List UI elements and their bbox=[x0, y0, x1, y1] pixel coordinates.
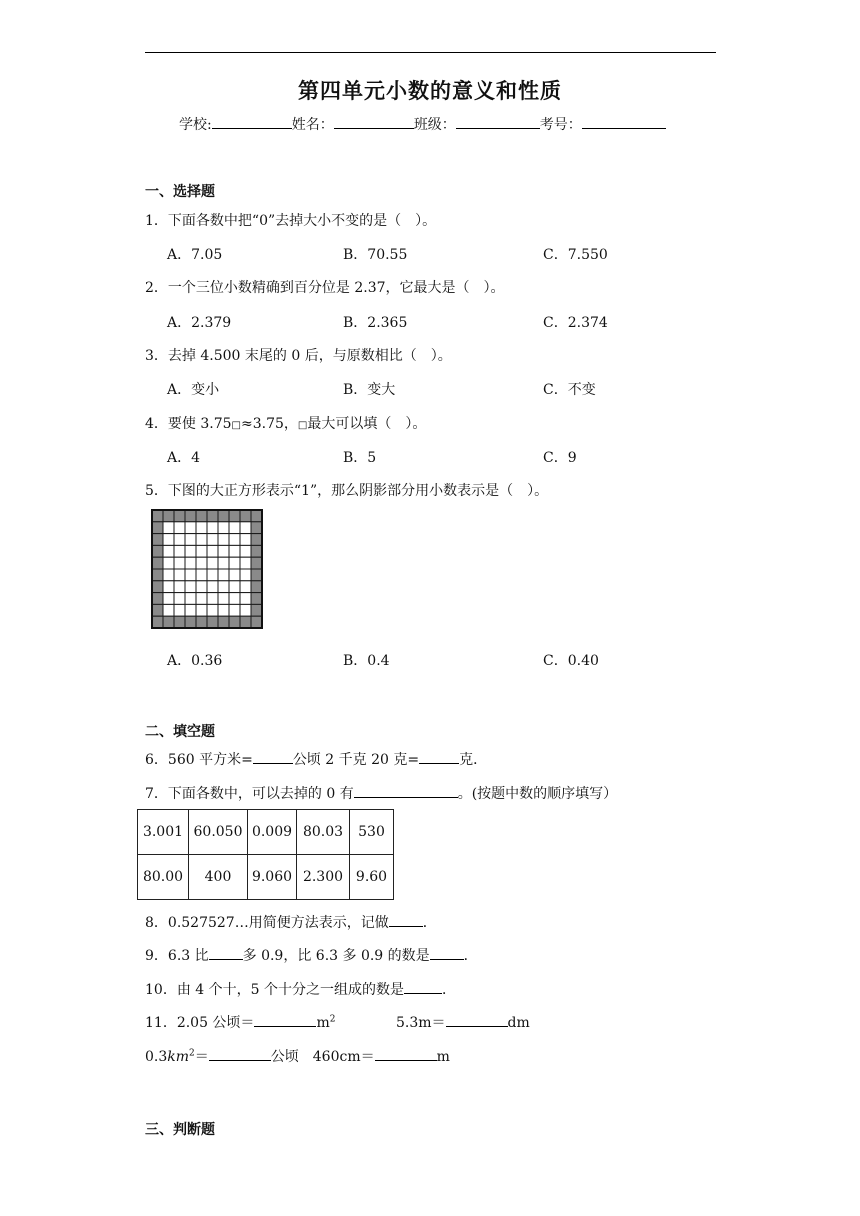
table-cell: 530 bbox=[350, 810, 394, 855]
shaded-cell bbox=[152, 534, 163, 546]
shaded-cell bbox=[196, 510, 207, 522]
grid-cell bbox=[229, 522, 240, 534]
section-fill-heading: 二、填空题 bbox=[145, 724, 215, 740]
grid-cell bbox=[196, 604, 207, 616]
grid-cell bbox=[218, 569, 229, 581]
grid-cell bbox=[229, 545, 240, 557]
table-row bbox=[138, 810, 394, 855]
question-11-km-unit: km bbox=[167, 1049, 190, 1065]
question-3-option-b[interactable]: B．变大 bbox=[343, 382, 396, 398]
shaded-cell bbox=[152, 569, 163, 581]
shaded-cell bbox=[152, 593, 163, 605]
shaded-cell bbox=[251, 604, 262, 616]
question-11-line-2 bbox=[145, 1046, 450, 1066]
question-1-option-c[interactable]: C．7.550 bbox=[543, 247, 608, 263]
answer-blank[interactable] bbox=[254, 1014, 316, 1027]
question-5-option-c[interactable]: C．0.40 bbox=[543, 653, 599, 669]
grid-cell bbox=[174, 522, 185, 534]
grid-cell bbox=[163, 522, 174, 534]
grid-cell bbox=[185, 522, 196, 534]
grid-cell bbox=[229, 593, 240, 605]
shaded-cell bbox=[207, 616, 218, 628]
shaded-cell bbox=[152, 545, 163, 557]
question-1-option-a[interactable]: A．7.05 bbox=[167, 247, 223, 263]
grid-cell bbox=[218, 545, 229, 557]
table-cell: 60.050 bbox=[189, 810, 248, 855]
shaded-cell bbox=[163, 510, 174, 522]
school-label: 学校: bbox=[179, 117, 212, 133]
page-title: 第四单元小数的意义和性质 bbox=[298, 78, 562, 103]
shaded-cell bbox=[163, 616, 174, 628]
grid-cell bbox=[240, 522, 251, 534]
grid-cell bbox=[163, 534, 174, 546]
grid-cell bbox=[196, 593, 207, 605]
question-2-option-a[interactable]: A．2.379 bbox=[167, 315, 232, 331]
answer-blank[interactable] bbox=[253, 751, 293, 764]
answer-blank[interactable] bbox=[209, 1048, 271, 1061]
shaded-cell bbox=[196, 616, 207, 628]
grid-cell bbox=[163, 593, 174, 605]
grid-cell bbox=[218, 581, 229, 593]
shaded-cell bbox=[251, 545, 262, 557]
grid-cell bbox=[207, 569, 218, 581]
question-6-part-2: 公顷 2 千克 20 克= bbox=[292, 752, 420, 768]
shaded-cell bbox=[185, 616, 196, 628]
blank-box-icon: □ bbox=[231, 420, 241, 431]
name-blank[interactable] bbox=[334, 116, 414, 129]
question-10-part-1: 10．由 4 个十，5 个十分之一组成的数是 bbox=[145, 982, 404, 998]
question-11-unit-1: m bbox=[316, 1015, 330, 1031]
question-1-option-b[interactable]: B．70.55 bbox=[343, 247, 408, 263]
question-11-unit-2: dm bbox=[507, 1015, 530, 1031]
question-1-stem: 1．下面各数中把“0”去掉大小不变的是（ ）。 bbox=[145, 213, 437, 229]
shaded-cell bbox=[240, 616, 251, 628]
grid-cell bbox=[218, 557, 229, 569]
grid-cell bbox=[207, 581, 218, 593]
question-11-superscript-2: 2 bbox=[189, 1048, 195, 1059]
answer-blank[interactable] bbox=[446, 1014, 508, 1027]
shaded-cell bbox=[218, 616, 229, 628]
shaded-cell bbox=[152, 557, 163, 569]
question-8 bbox=[145, 912, 437, 932]
grid-cell bbox=[185, 593, 196, 605]
grid-cell bbox=[185, 604, 196, 616]
table-cell: 80.03 bbox=[297, 810, 350, 855]
question-4-stem-part-1: 4．要使 3.75 bbox=[145, 416, 232, 432]
grid-cell bbox=[174, 534, 185, 546]
answer-blank[interactable] bbox=[209, 947, 243, 960]
question-6 bbox=[145, 749, 487, 769]
question-11-unit-3: m bbox=[436, 1049, 450, 1065]
grid-cell bbox=[240, 604, 251, 616]
section-choice-heading: 一、选择题 bbox=[145, 184, 215, 200]
table-cell: 80.00 bbox=[138, 855, 189, 900]
number-blank[interactable] bbox=[582, 116, 666, 129]
question-3-option-c[interactable]: C．不变 bbox=[543, 382, 596, 398]
grid-cell bbox=[218, 534, 229, 546]
question-5-option-a[interactable]: A．0.36 bbox=[167, 653, 223, 669]
question-2-option-c[interactable]: C．2.374 bbox=[543, 315, 608, 331]
class-label: 班级： bbox=[413, 117, 456, 133]
question-9-part-2: 多 0.9，比 6.3 多 0.9 的数是 bbox=[242, 948, 430, 964]
section-judge-heading: 三、判断题 bbox=[145, 1122, 215, 1138]
grid-cell bbox=[185, 557, 196, 569]
grid-cell bbox=[196, 545, 207, 557]
shaded-cell bbox=[251, 522, 262, 534]
question-4-option-c[interactable]: C．9 bbox=[543, 450, 577, 466]
table-cell: 9.60 bbox=[350, 855, 394, 900]
shaded-cell bbox=[152, 522, 163, 534]
grid-cell bbox=[174, 581, 185, 593]
grid-cell bbox=[196, 581, 207, 593]
number-label: 考号： bbox=[539, 117, 582, 133]
shaded-cell bbox=[152, 604, 163, 616]
grid-cell bbox=[185, 569, 196, 581]
grid-cell bbox=[207, 604, 218, 616]
grid-cell bbox=[196, 522, 207, 534]
grid-cell bbox=[207, 534, 218, 546]
question-9-part-3: ． bbox=[463, 948, 478, 964]
grid-cell bbox=[229, 569, 240, 581]
answer-blank[interactable] bbox=[354, 785, 458, 798]
grid-cell bbox=[207, 557, 218, 569]
grid-cell bbox=[163, 569, 174, 581]
grid-cell bbox=[207, 545, 218, 557]
shaded-cell bbox=[251, 581, 262, 593]
grid-cell bbox=[174, 545, 185, 557]
answer-blank[interactable] bbox=[419, 751, 459, 764]
grid-cell bbox=[196, 534, 207, 546]
shaded-cell bbox=[251, 593, 262, 605]
grid-cell bbox=[163, 581, 174, 593]
answer-blank[interactable] bbox=[389, 914, 423, 927]
grid-cell bbox=[218, 522, 229, 534]
question-9-part-1: 9．6.3 比 bbox=[145, 948, 209, 964]
question-4-stem bbox=[145, 413, 426, 433]
shaded-cell bbox=[152, 510, 163, 522]
question-6-part-1: 6．560 平方米= bbox=[145, 752, 253, 768]
shaded-cell bbox=[152, 581, 163, 593]
grid-cell bbox=[240, 581, 251, 593]
grid-cell bbox=[229, 581, 240, 593]
question-4-stem-part-3: 最大可以填（ ）。 bbox=[307, 416, 427, 432]
question-7-part-2: 。(按题中数的顺序填写） bbox=[457, 786, 618, 802]
shaded-cell bbox=[251, 557, 262, 569]
student-info-line bbox=[179, 114, 666, 134]
grid-cell bbox=[174, 604, 185, 616]
grid-cell bbox=[229, 604, 240, 616]
grid-cell bbox=[240, 557, 251, 569]
grid-cell bbox=[207, 522, 218, 534]
shaded-cell bbox=[251, 534, 262, 546]
grid-cell bbox=[163, 604, 174, 616]
blank-box-icon: □ bbox=[297, 420, 308, 431]
grid-cell bbox=[185, 545, 196, 557]
shaded-cell bbox=[174, 616, 185, 628]
question-11-superscript-1: 2 bbox=[329, 1014, 336, 1025]
grid-cell bbox=[207, 593, 218, 605]
question-11-part-3: 0.3 bbox=[145, 1049, 168, 1065]
shaded-cell bbox=[207, 510, 218, 522]
grid-cell bbox=[229, 534, 240, 546]
grid-cell bbox=[196, 557, 207, 569]
question-7-part-1: 7．下面各数中，可以去掉的 0 有 bbox=[145, 786, 354, 802]
school-blank[interactable] bbox=[212, 116, 292, 129]
grid-cell bbox=[174, 593, 185, 605]
grid-cell bbox=[185, 581, 196, 593]
grid-cell bbox=[229, 557, 240, 569]
shaded-cell bbox=[229, 510, 240, 522]
question-4-option-b[interactable]: B．5 bbox=[343, 450, 377, 466]
question-10 bbox=[145, 979, 456, 999]
shaded-cell bbox=[185, 510, 196, 522]
numbers-table bbox=[137, 809, 394, 900]
answer-blank[interactable] bbox=[404, 981, 442, 994]
question-11-part-5: 公顷 460cm＝ bbox=[270, 1049, 375, 1065]
shaded-cell bbox=[251, 569, 262, 581]
shaded-cell bbox=[251, 616, 262, 628]
grid-cell bbox=[240, 534, 251, 546]
question-11-part-4: ＝ bbox=[194, 1049, 209, 1065]
answer-blank[interactable] bbox=[430, 947, 464, 960]
question-3-option-a[interactable]: A．变小 bbox=[167, 382, 220, 398]
grid-cell bbox=[163, 545, 174, 557]
question-6-part-3: 克． bbox=[459, 752, 488, 768]
grid-cell bbox=[240, 545, 251, 557]
shaded-cell bbox=[152, 616, 163, 628]
question-8-part-2: ． bbox=[422, 915, 437, 931]
question-10-part-2: ． bbox=[441, 982, 456, 998]
question-8-part-1: 8．0.527527…用简便方法表示，记做 bbox=[145, 915, 389, 931]
grid-cell bbox=[174, 557, 185, 569]
table-row bbox=[138, 855, 394, 900]
shaded-cell bbox=[240, 510, 251, 522]
shaded-cell bbox=[218, 510, 229, 522]
question-11-part-1: 11．2.05 公顷＝ bbox=[145, 1015, 255, 1031]
question-11-line-1b bbox=[396, 1012, 530, 1032]
table-cell: 400 bbox=[189, 855, 248, 900]
table-cell: 9.060 bbox=[248, 855, 297, 900]
table-cell: 2.300 bbox=[297, 855, 350, 900]
question-4-stem-part-2: ≈3.75， bbox=[240, 416, 298, 432]
grid-cell bbox=[218, 593, 229, 605]
shaded-cell bbox=[229, 616, 240, 628]
grid-cell bbox=[163, 557, 174, 569]
answer-blank[interactable] bbox=[375, 1048, 437, 1061]
table-cell: 0.009 bbox=[248, 810, 297, 855]
question-11-line-1 bbox=[145, 1012, 335, 1032]
question-2-option-b[interactable]: B．2.365 bbox=[343, 315, 408, 331]
question-11-part-2: 5.3m＝ bbox=[396, 1015, 446, 1031]
table-cell: 3.001 bbox=[138, 810, 189, 855]
question-7 bbox=[145, 783, 617, 803]
question-5-stem: 5．下图的大正方形表示“1”，那么阴影部分用小数表示是（ ）。 bbox=[145, 483, 549, 499]
grid-cell bbox=[218, 604, 229, 616]
grid-cell bbox=[174, 569, 185, 581]
question-5-option-b[interactable]: B．0.4 bbox=[343, 653, 390, 669]
hundred-square-grid bbox=[150, 508, 264, 630]
grid-cell bbox=[185, 534, 196, 546]
class-blank[interactable] bbox=[456, 116, 540, 129]
shaded-cell bbox=[251, 510, 262, 522]
question-3-stem: 3．去掉 4.500 末尾的 0 后，与原数相比（ ）。 bbox=[145, 348, 452, 364]
question-9 bbox=[145, 945, 478, 965]
grid-cell bbox=[196, 569, 207, 581]
shaded-cell bbox=[174, 510, 185, 522]
grid-cell bbox=[240, 569, 251, 581]
question-4-option-a[interactable]: A．4 bbox=[167, 450, 201, 466]
name-label: 姓名： bbox=[291, 117, 334, 133]
header-rule bbox=[145, 52, 716, 53]
grid-cell bbox=[240, 593, 251, 605]
question-2-stem: 2．一个三位小数精确到百分位是 2.37，它最大是（ ）。 bbox=[145, 280, 505, 296]
